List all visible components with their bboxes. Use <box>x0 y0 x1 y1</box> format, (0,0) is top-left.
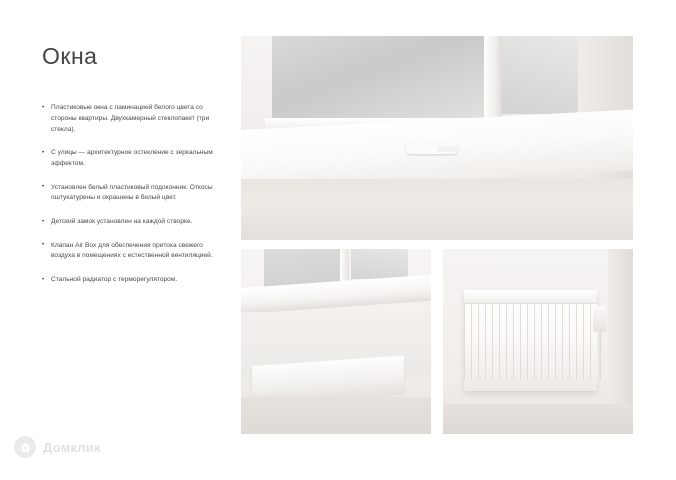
list-item: • Стальной радиатор с терморегулятором. <box>42 275 227 286</box>
list-item: • Пластиковые окна с ламинацией белого цвета со стороны квартиры. Двухкамерный стеклопакет (три стекла). <box>42 103 227 135</box>
list-item: • Детский замок установлен на каждой створке. <box>42 217 227 228</box>
window-sill-corner-photo <box>241 36 633 240</box>
photo-radiator <box>464 290 597 392</box>
photo-radiator-top <box>464 290 597 304</box>
text-column <box>42 44 227 299</box>
feature-list <box>42 103 227 285</box>
list-item: • Установлен белый пластиковый подоконник. Откосы оштукатурены и окрашены в белый цвет. <box>42 183 227 204</box>
photo-window-frame-vertical <box>484 36 502 118</box>
photo-window-handle <box>406 144 457 154</box>
photo-window-glass-secondary <box>500 36 578 114</box>
watermark-label: Домклик <box>43 439 101 455</box>
steel-radiator-photo <box>443 249 633 434</box>
list-item: • Клапан Air Box для обеспечения притока свежего воздуха в помещениях с естественной вентиляцией. <box>42 241 227 262</box>
house-key-icon <box>14 436 36 458</box>
list-item: • С улицы — архитектурное остекление с зеркальным эффектом. <box>42 148 227 169</box>
photo-floor <box>241 397 431 434</box>
page-title: Окна <box>42 43 98 69</box>
watermark <box>14 436 101 458</box>
photo-window-glass <box>272 36 488 130</box>
window-radiator-photo <box>241 249 431 434</box>
photo-radiator-pipe <box>597 330 601 379</box>
photo-wall-below-sill <box>241 179 633 240</box>
photo-floor <box>443 404 633 434</box>
photo-window-glass-secondary <box>351 249 408 279</box>
photo-radiator-fins <box>464 304 597 379</box>
photo-radiator-thermostat <box>593 306 606 332</box>
